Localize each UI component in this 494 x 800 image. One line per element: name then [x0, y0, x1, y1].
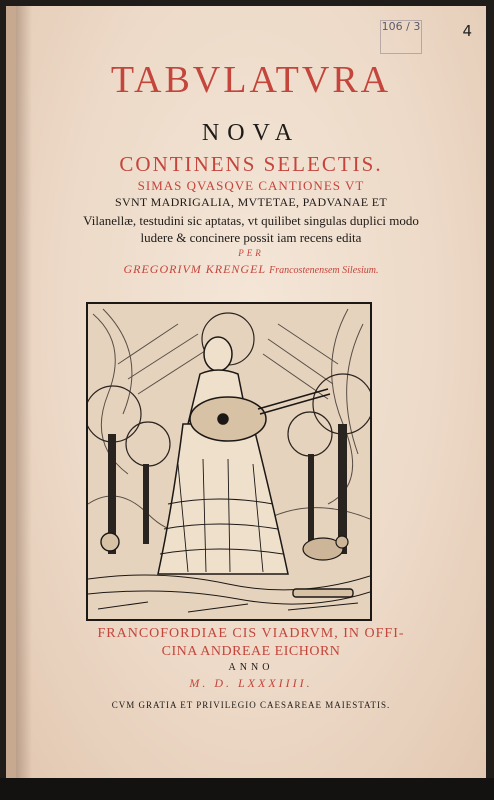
- title-line-4: Vilanellæ, testudini sic aptatas, vt quilibet singulas duplici modo: [83, 213, 419, 228]
- author-origin: Francostenensem Silesium.: [269, 265, 379, 276]
- title-page: [6, 6, 486, 778]
- author-name: GREGORIVM KRENGEL: [123, 262, 267, 276]
- lute-player-woodcut: [88, 304, 370, 619]
- shelfmark-stamp: 106 / 3: [380, 20, 422, 54]
- scan-border: [0, 778, 494, 800]
- book-title: TABVLATVRA: [110, 59, 392, 101]
- author-line: [16, 262, 486, 277]
- imprint-year: M. D. LXXXIIII.: [189, 676, 313, 690]
- imprint-line-2: CINA ANDREAE EICHORN: [161, 644, 341, 659]
- book-subtitle: NOVA: [201, 120, 301, 146]
- title-line-2: SIMAS QVASQVE CANTIONES VT: [137, 178, 365, 193]
- imprint-anno: ANNO: [228, 662, 274, 673]
- title-line-3: SVNT MADRIGALIA, MVTETAE, PADVANAE ET: [115, 195, 387, 209]
- imprint-line-1: FRANCOFORDIAE CIS VIADRVM, IN OFFI-: [97, 626, 405, 641]
- title-line-1: CONTINENS SELECTIS.: [119, 152, 383, 176]
- imperial-privilege: CVM GRATIA ET PRIVILEGIO CAESAREAE MAIESTATIS.: [111, 700, 391, 710]
- page-number: 4: [462, 22, 472, 40]
- woodcut-illustration: [86, 302, 372, 621]
- title-line-5: ludere & concinere possit iam recens edita: [140, 230, 362, 245]
- per-word: PER: [238, 248, 264, 258]
